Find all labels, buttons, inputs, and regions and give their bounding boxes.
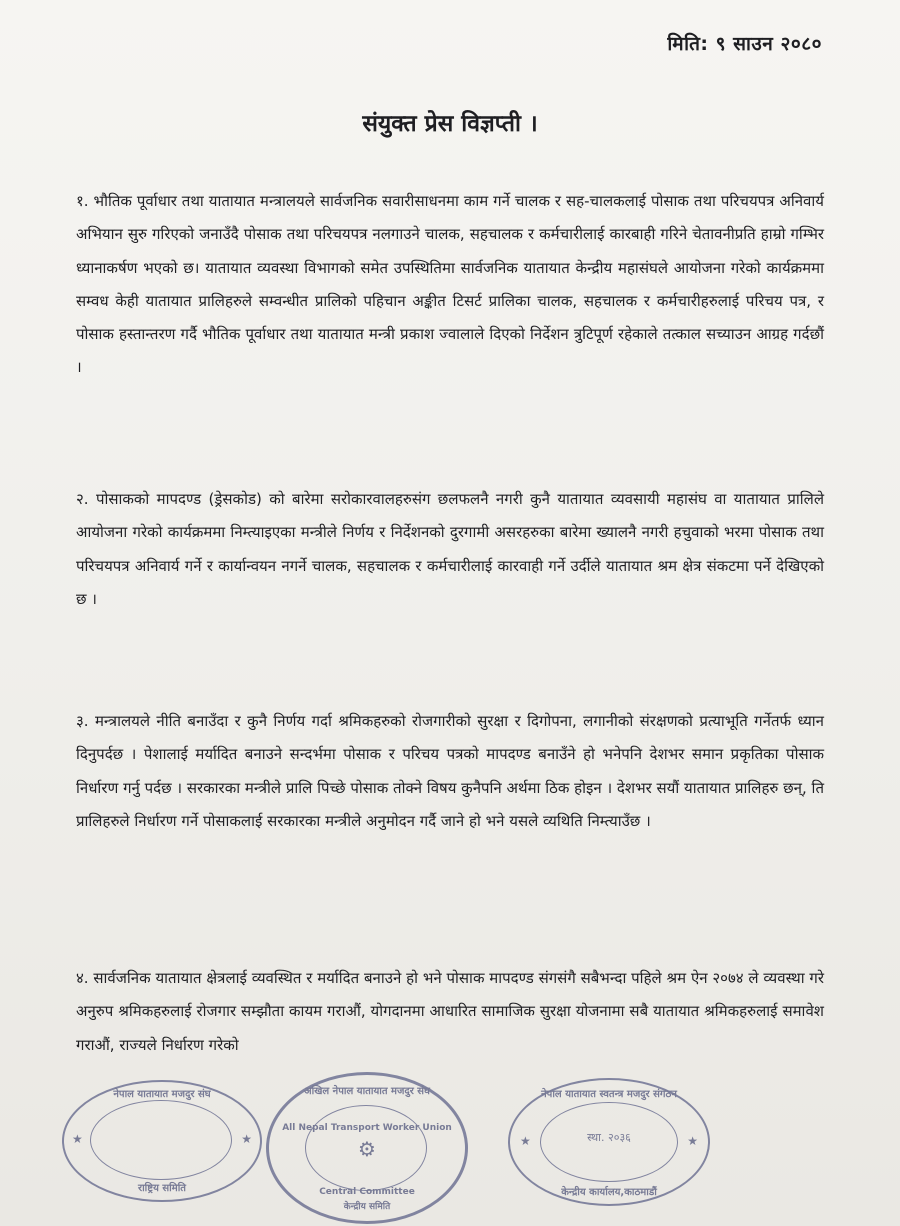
seal-right-top-text: नेपाल यातायात स्वतन्त्र मजदुर संगठन (541, 1089, 677, 1100)
paragraph-1: १. भौतिक पूर्वाधार तथा यातायात मन्त्रालयले सार्वजनिक सवारीसाधनमा काम गर्ने चालक र सह-चालकलाई पोसाक तथा परिचयपत्र अनिवार्य अभियान सुरु गरिएको जनाउँदै पोसाक तथा परिचयपत्र नलगाउने चालक, सहचालक र कर्मचारीलाई कारबाही गरिने चेतावनीप्रति हाम्रो गम्भिर ध्यानाकर्षण भएको छ। यातायात व्यवस्था विभागको समेत उपस्थितिमा सार्वजनिक यातायात केन्द्रीय महासंघले आयोजना गरेको कार्यक्रममा सम्वध केही यातायात प्रालिहरुले सम्वन्धीत प्रालिको पहिचान अङ्कीत टिसर्ट प्रालिका चालक, सहचालक र कर्मचारीहरुलाई परिचय पत्र, र पोसाक हस्तान्तरण गर्दै भौतिक पूर्वाधार तथा यातायात मन्त्री प्रकाश ज्वालाले दिएको निर्देशन त्रुटिपूर्ण रहेकाले तत्काल सच्याउन आग्रह गर्दछौं । (76, 192, 824, 377)
paragraph-3: ३. मन्त्रालयले नीति बनाउँदा र कुनै निर्णय गर्दा श्रमिकहरुको रोजगारीको सुरक्षा र दिगोपना, लगानीको संरक्षणको प्रत्याभूति गर्नेतर्फ ध्यान दिनुपर्दछ । पेशालाई मर्यादित बनाउने सन्दर्भमा पोसाक र परिचय पत्रको मापदण्ड बनाउँने हो भनेपनि देशभर समान प्रकृतिका पोसाक निर्धारण गर्नु पर्दछ । सरकारका मन्त्रीले प्रालि पिच्छे पोसाक तोक्ने विषय कुनैपनि अर्थमा ठिक होइन । देशभर सयौं यातायात प्रालिहरु छन्, ति प्रालिहरुले निर्धारण गर्ने पोसाकलाई सरकारका मन्त्रीले अनुमोदन गर्दै जाने हो भने यसले व्यथिति निम्त्याउँछ । (76, 712, 824, 830)
paragraph-2: २. पोसाकको मापदण्ड (ड्रेसकोड) को बारेमा सरोकारवालहरुसंग छलफलनै नगरी कुनै यातायात व्यवसायी महासंघ वा यातायात प्रालिले आयोजना गरेको कार्यक्रममा निम्त्याइएका मन्त्रीले निर्णय र निर्देशनको दुरगामी असरहरुका बारेमा ख्यालनै नगरी हचुवाको भरमा पोसाक तथा परिचयपत्र अनिवार्य गर्ने र कार्यान्वयन नगर्ने चालक, सहचालक र कर्मचारीलाई कारवाही गर्ने उर्दीले यातायात श्रम क्षेत्र संकटमा पर्ने देखिएको छ । (76, 490, 824, 608)
seal-center-bottom-text: Central Committee (319, 1187, 415, 1197)
star-icon: ★ (520, 1134, 531, 1148)
document-title: संयुक्त प्रेस विज्ञप्ती । (362, 111, 538, 137)
seal-center (266, 1072, 468, 1224)
paragraph-4: ४. सार्वजनिक यातायात क्षेत्रलाई व्यवस्थित र मर्यादित बनाउने हो भने पोसाक मापदण्ड संगसंगै सबैभन्दा पहिले श्रम ऐन २०७४ ले व्यवस्था गरे अनुरुप श्रमिकहरुलाई रोजगार सम्झौता कायम गराऔं, योगदानमा आधारित सामाजिक सुरक्षा योजनामा सबै यातायात श्रमिकहरुलाई समावेश गराऔं, राज्यले निर्धारण गरेको (76, 969, 824, 1054)
seal-center-top-text: अखिल नेपाल यातायात मजदुर संघ (304, 1086, 430, 1097)
seal-center-bottom-text-2: केन्द्रीय समिति (343, 1202, 391, 1212)
seal-right (508, 1078, 710, 1206)
seal-left-bottom-text: राष्ट्रिय समिति (137, 1183, 186, 1194)
star-icon: ★ (72, 1132, 83, 1146)
star-icon: ★ (687, 1134, 698, 1148)
gear-emblem-icon: ⚙ (358, 1137, 376, 1161)
seal-center-middle-text: All Nepal Transport Worker Union (282, 1123, 452, 1133)
seal-right-middle-text: स्था. २०३६ (587, 1131, 631, 1144)
seal-left (62, 1080, 262, 1202)
document-date: मिति: ९ साउन २०८० (667, 33, 822, 55)
seal-right-bottom-text: केन्द्रीय कार्यालय,काठमाडौं (561, 1187, 657, 1198)
seal-left-top-text: नेपाल यातायात मजदुर संघ (113, 1089, 211, 1100)
star-icon: ★ (241, 1132, 252, 1146)
